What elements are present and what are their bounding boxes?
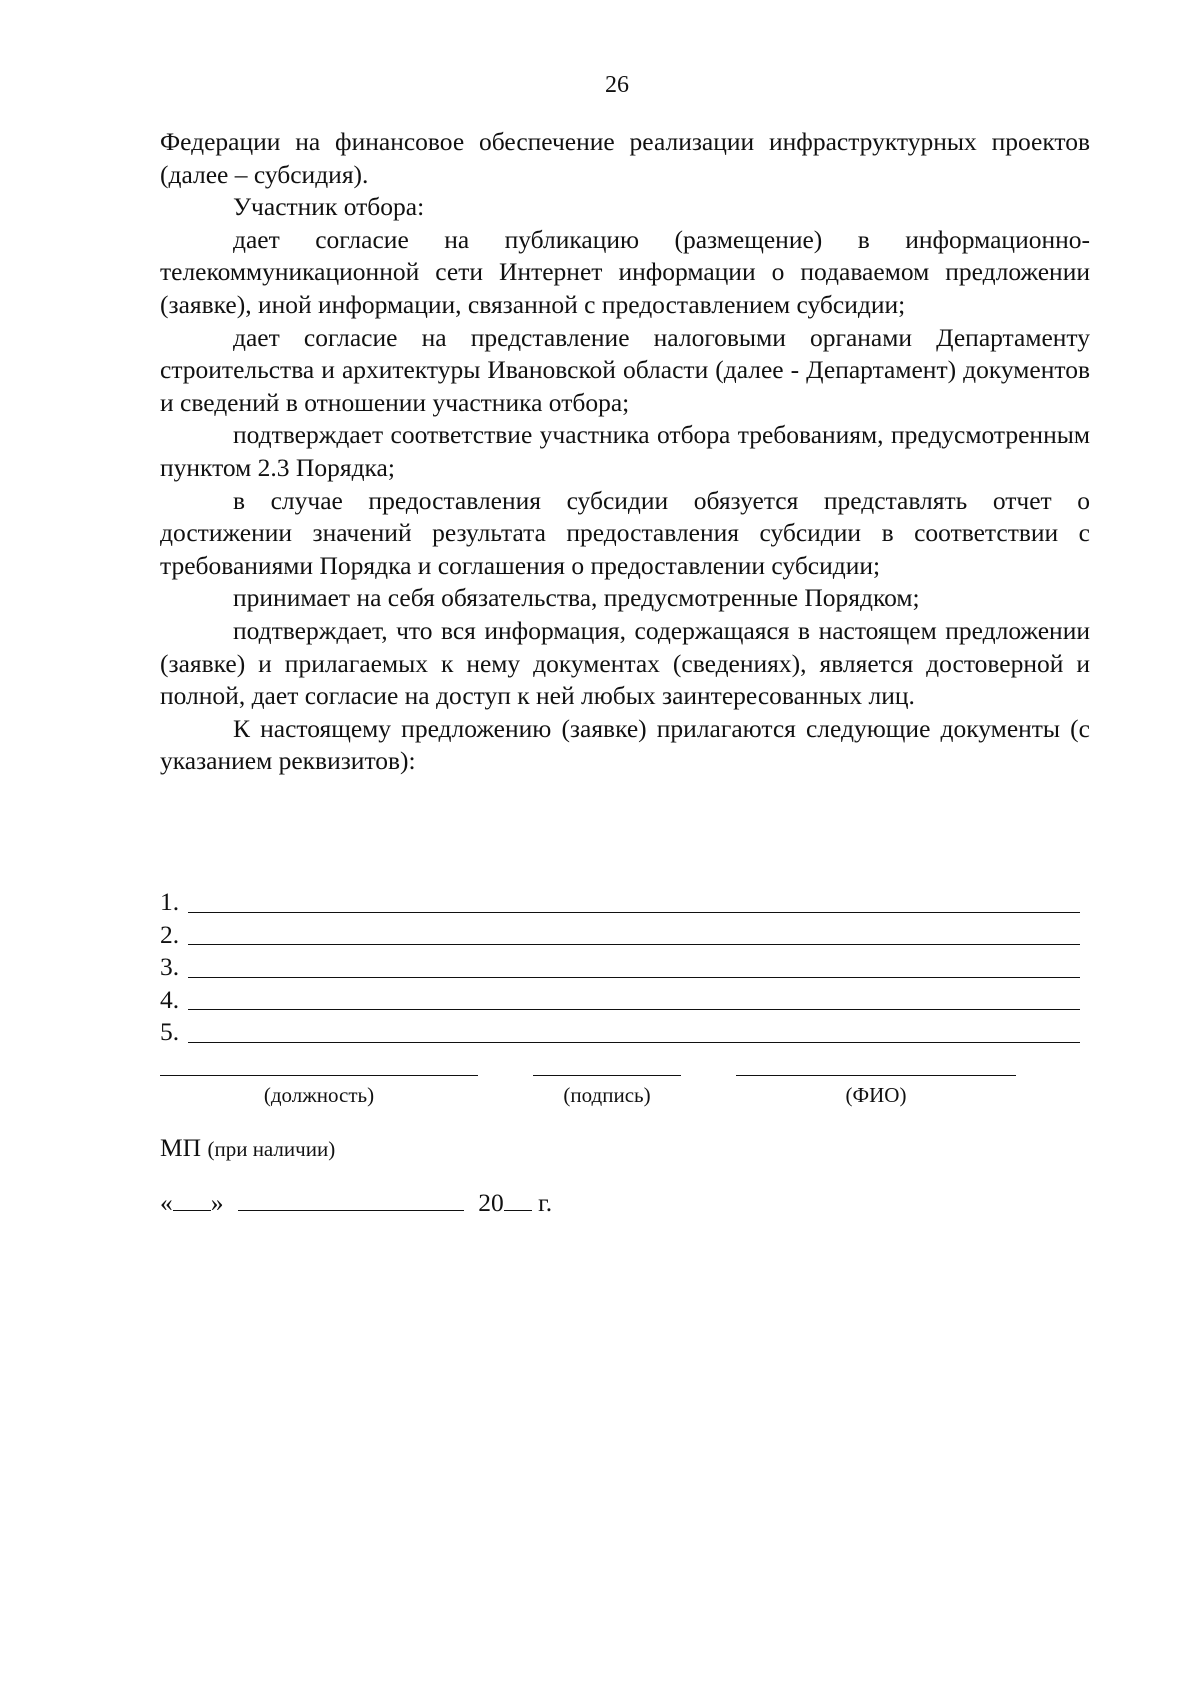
year-blank [504, 1188, 532, 1211]
document-list [160, 886, 1080, 1049]
item-number: 4. [160, 984, 180, 1014]
paragraph: в случае предоставления субсидии обязуется представлять отчет о достижении значений результата предоставления субсидии в соответствии с требованиями Порядка и соглашения о предоставлении субсидии; [160, 485, 1090, 580]
month-blank [238, 1188, 464, 1211]
paragraph: дает согласие на публикацию (размещение) в информационно-телекоммуникационной сети Интернет информации о подаваемом предложении (заявке), иной информации, связанной с предоставлением субсидии; [160, 224, 1090, 319]
blank-line [188, 1042, 1080, 1043]
year-suffix: г. [538, 1188, 553, 1217]
item-number: 1. [160, 887, 180, 916]
blank-line [188, 977, 1080, 978]
paragraph: К настоящему предложению (заявке) прилагаются следующие документы (с указанием реквизитов): [160, 713, 1090, 776]
position-label: (должность) [263, 1083, 375, 1107]
item-number: 5. [160, 1017, 180, 1047]
day-blank [173, 1188, 211, 1211]
position-signature-line [160, 1075, 478, 1076]
blank-line [188, 944, 1080, 945]
paragraph: дает согласие на представление налоговыми органами Департаменту строительства и архитектуры Ивановской области (далее - Департамент) документов и сведений в отношении участника отбора; [160, 322, 1090, 417]
document-body [160, 126, 1090, 778]
item-number: 2. [160, 919, 180, 949]
blank-line [188, 912, 1080, 913]
page-number: 26 [605, 72, 629, 98]
document-list-item [160, 919, 1080, 952]
paragraph: подтверждает, что вся информация, содержащаяся в настоящем предложении (заявке) и прилагаемых к нему документах (сведениях), является достоверной и полной, дает согласие на доступ к ней любых заинтересованных лиц. [160, 615, 1090, 711]
paragraph: принимает на себя обязательства, предусмотренные Порядком; [233, 583, 920, 613]
name-label: (ФИО) [845, 1083, 907, 1107]
date-line [160, 1188, 552, 1218]
item-number: 3. [160, 952, 180, 982]
name-signature-line [736, 1075, 1016, 1076]
stamp-label: МП [160, 1133, 202, 1162]
year-prefix: 20 [478, 1188, 504, 1217]
document-list-item [160, 1016, 1080, 1049]
document-list-item [160, 886, 1080, 919]
blank-line [188, 1009, 1080, 1010]
document-list-item [160, 951, 1080, 984]
document-list-item [160, 984, 1080, 1017]
stamp-note: (при наличии) [207, 1137, 336, 1161]
paragraph: Участник отбора: [233, 192, 425, 222]
stamp-block [160, 1133, 335, 1163]
open-quote: « [160, 1188, 173, 1217]
signature-line [533, 1075, 681, 1076]
paragraph: Федерации на финансовое обеспечение реализации инфраструктурных проектов (далее – субсидия). [160, 127, 1090, 189]
paragraph: подтверждает соответствие участника отбора требованиям, предусмотренным пунктом 2.3 Порядка; [160, 420, 1090, 482]
close-quote: » [210, 1188, 224, 1217]
signature-label: (подпись) [563, 1083, 651, 1107]
